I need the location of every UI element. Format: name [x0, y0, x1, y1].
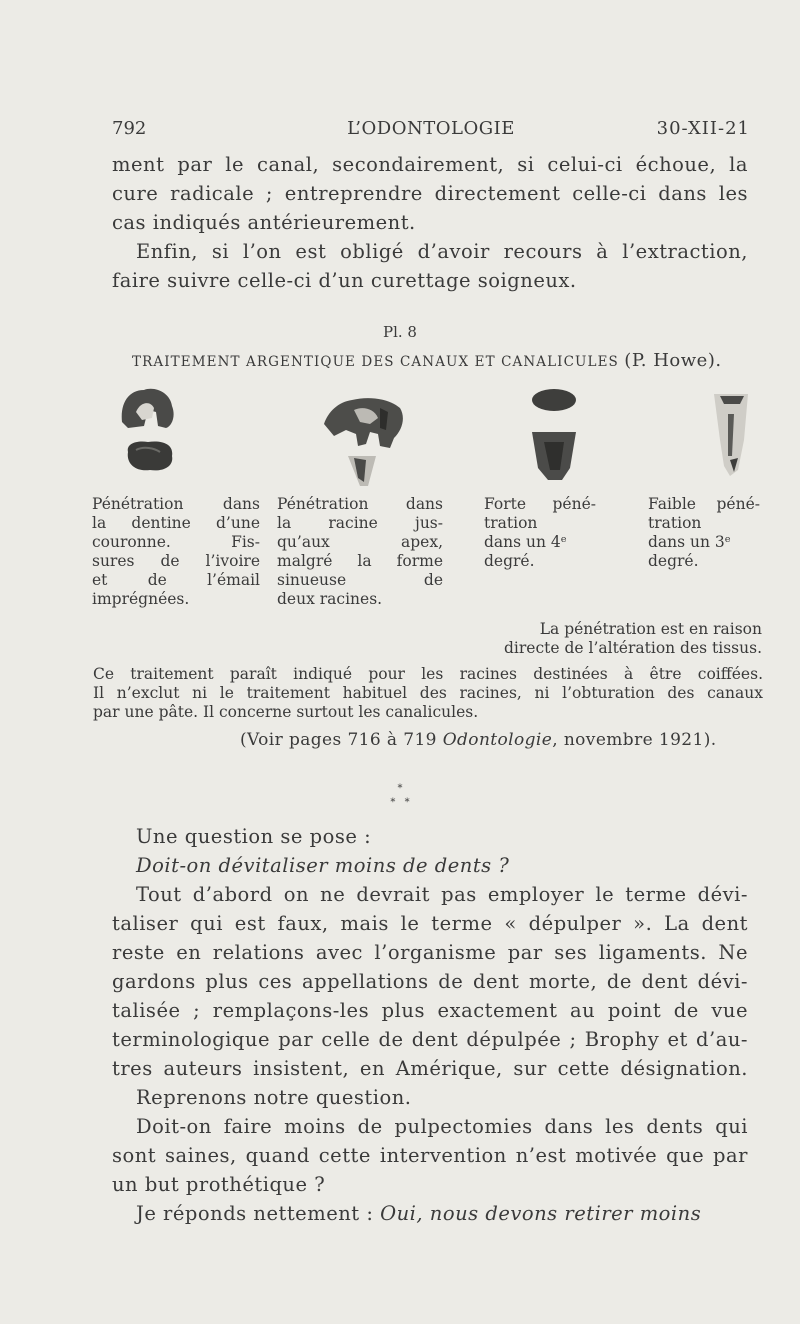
text-line: talisée ; remplaçons-les plus exactement au point de vue — [112, 999, 748, 1022]
reference-before: (Voir pages 716 à 719 — [240, 730, 443, 750]
remark-line: Il n’exclut ni le traitement habituel des racines, ni l’obturation des canaux — [93, 684, 763, 702]
plate-author: (P. Howe). — [624, 350, 722, 371]
reference-after: , novembre 1921). — [552, 730, 717, 750]
asterism-bottom: * * — [390, 797, 410, 808]
section-question: Une question se pose : — [136, 825, 372, 848]
tooth-root-photo — [318, 390, 408, 490]
tooth-weak-penetration-photo — [704, 386, 758, 482]
plate-title-text: TRAITEMENT ARGENTIQUE DES CANAUX ET CANALICULES — [132, 354, 619, 370]
text-line: Enfin, si l’on est obligé d’avoir recours à l’extraction, — [136, 240, 748, 263]
remark-line: par une pâte. Il concerne surtout les canalicules. — [93, 703, 479, 721]
caption-line: et de l’émail — [92, 571, 260, 589]
text-line: taliser qui est faux, mais le terme « dépulper ». La dent — [112, 912, 748, 935]
caption-crown — [92, 495, 260, 609]
caption-strong — [484, 495, 596, 571]
remark-line: Ce traitement paraît indiqué pour les racines destinées à être coiffées. — [93, 665, 763, 683]
plate-reference — [240, 730, 717, 750]
final-italic: Oui, nous devons retirer moins — [380, 1202, 702, 1225]
italic-question: Doit-on dévitaliser moins de dents ? — [136, 854, 510, 877]
text-line: Doit-on faire moins de pulpectomies dans les dents qui — [136, 1115, 748, 1138]
caption-line: dans un 3ᵉ — [648, 533, 731, 551]
asterism-top: * — [397, 783, 403, 794]
text-line: un but prothétique ? — [112, 1173, 326, 1196]
note-line: La pénétration est en raison — [539, 620, 762, 638]
journal-title: L’ODONTOLOGIE — [347, 118, 515, 139]
caption-line: degré. — [648, 552, 699, 570]
note-line: directe de l’altération des tissus. — [504, 639, 762, 657]
caption-root — [277, 495, 443, 609]
text-line: cas indiqués antérieurement. — [112, 211, 416, 234]
tooth-crown-photo — [114, 382, 184, 482]
caption-line: la racine jus- — [277, 514, 443, 532]
caption-line: sinueuse de — [277, 571, 443, 589]
text-line: ment par le canal, secondairement, si celui-ci échoue, la — [112, 153, 748, 176]
text-line: reste en relations avec l’organisme par ses ligaments. Ne — [112, 941, 748, 964]
text-line: terminologique par celle de dent dépulpée ; Brophy et d’au- — [112, 1028, 748, 1051]
caption-line: degré. — [484, 552, 535, 570]
running-header — [112, 118, 750, 144]
caption-line: dans un 4ᵉ — [484, 533, 567, 551]
page-number: 792 — [112, 118, 147, 139]
caption-line: Pénétration dans — [92, 495, 260, 513]
caption-weak — [648, 495, 760, 571]
text-line: cure radicale ; entreprendre directement celle-ci dans les — [112, 182, 748, 205]
text-line: gardons plus ces appellations de dent morte, de dent dévi- — [112, 970, 748, 993]
text-line: Tout d’abord on ne devrait pas employer le terme dévi- — [136, 883, 748, 906]
tooth-strong-penetration-photo — [522, 384, 582, 484]
caption-line: Faible péné- — [648, 495, 760, 513]
text-line: Reprenons notre question. — [136, 1086, 412, 1109]
caption-line: sures de l’ivoire — [92, 552, 260, 570]
final-prefix: Je réponds nettement : — [136, 1202, 381, 1225]
plate-remark — [93, 665, 763, 722]
text-line: tres auteurs insistent, en Amérique, sur cette désignation. — [112, 1057, 748, 1080]
caption-line: Pénétration dans — [277, 495, 443, 513]
caption-line: tration — [648, 514, 702, 532]
plate-number: Pl. 8 — [383, 323, 417, 341]
caption-line: imprégnées. — [92, 590, 190, 608]
intro-paragraph — [112, 150, 748, 295]
section-body — [112, 880, 748, 1228]
plate-title — [132, 350, 752, 371]
caption-line: deux racines. — [277, 590, 383, 608]
reference-journal: Odontologie — [442, 730, 553, 750]
caption-line: tration — [484, 514, 538, 532]
caption-line: Forte péné- — [484, 495, 596, 513]
caption-line: qu’aux apex, — [277, 533, 443, 551]
caption-line: malgré la forme — [277, 552, 443, 570]
plate-note — [470, 620, 762, 658]
section-italic-question — [136, 851, 748, 880]
text-line — [112, 1199, 748, 1228]
text-line: faire suivre celle-ci d’un curettage soigneux. — [112, 269, 577, 292]
caption-line: couronne. Fis- — [92, 533, 260, 551]
text-line: sont saines, quand cette intervention n’est motivée que par — [112, 1144, 748, 1167]
caption-line: la dentine d’une — [92, 514, 260, 532]
issue-date: 30-XII-21 — [656, 118, 750, 139]
